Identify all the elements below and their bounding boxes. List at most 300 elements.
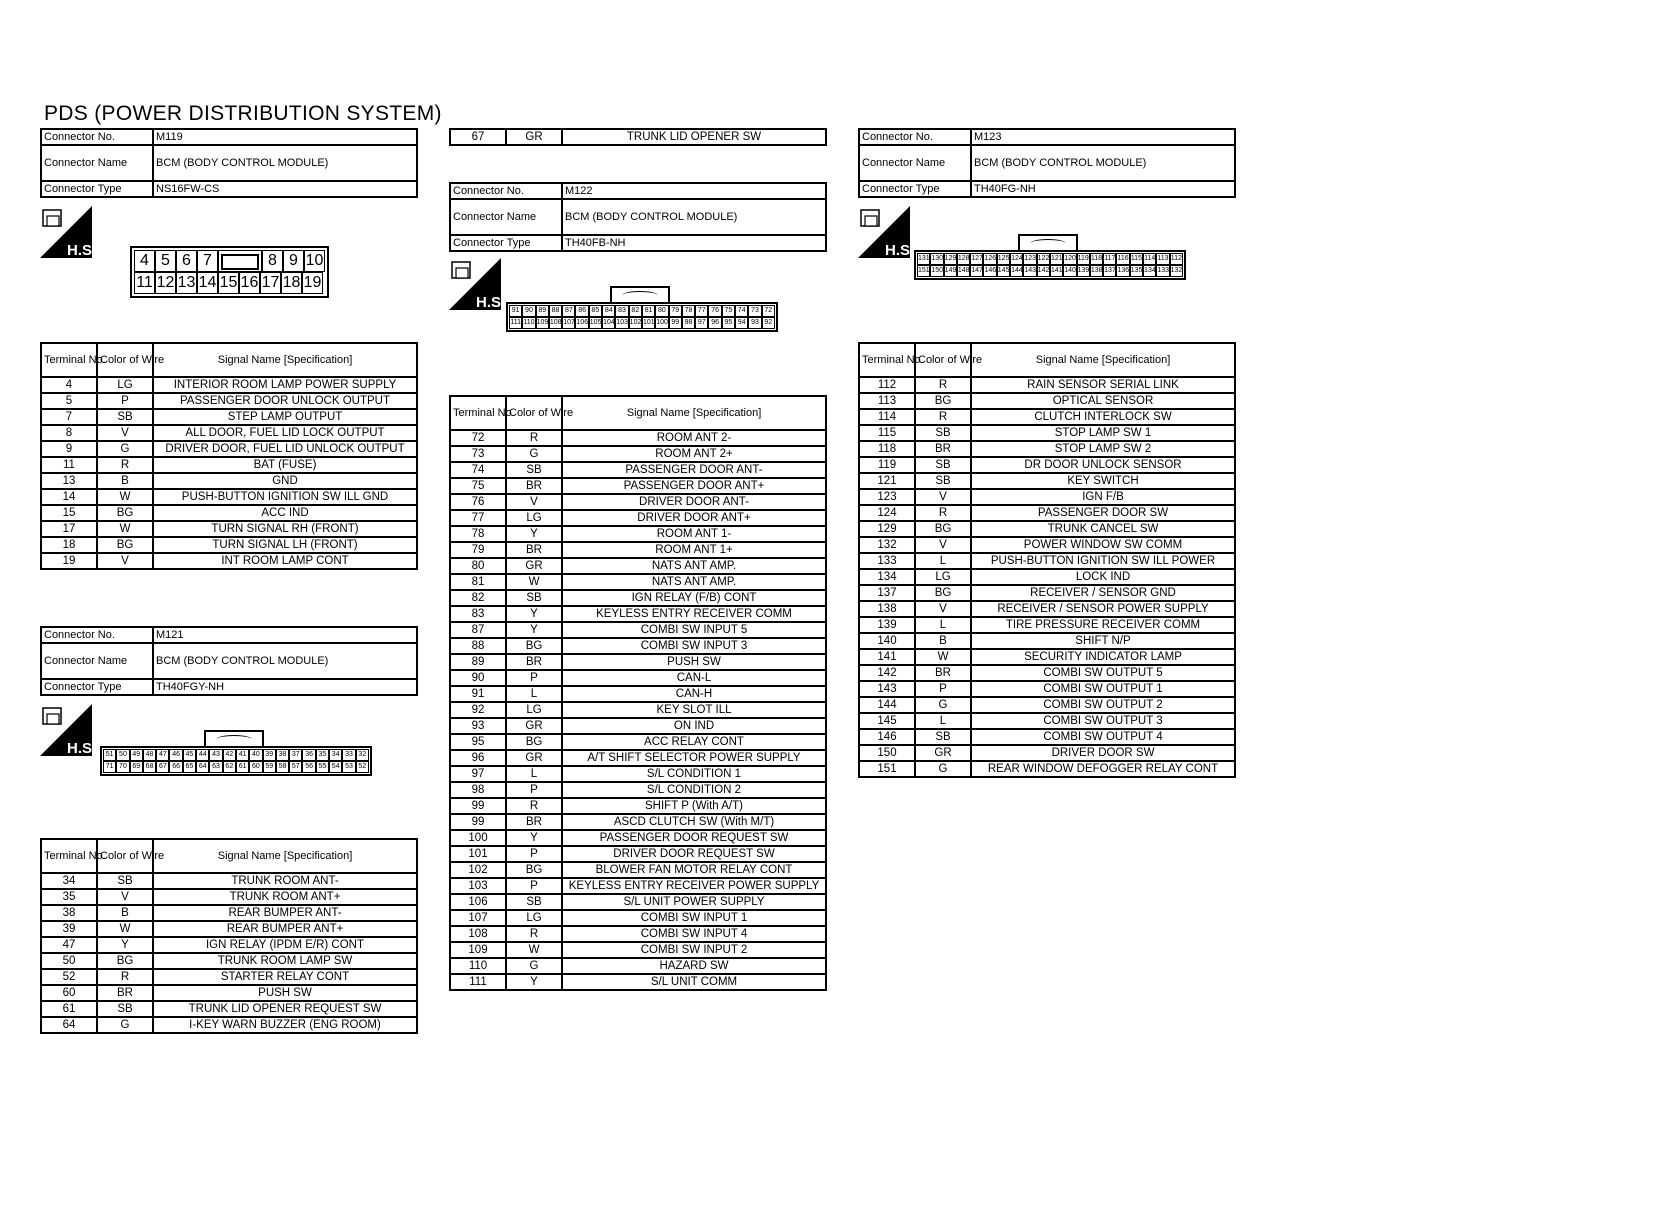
signal-name-cell: KEY SWITCH xyxy=(971,473,1235,489)
pin-cell: 100 xyxy=(655,317,668,329)
table-row xyxy=(859,409,1235,425)
table-row xyxy=(450,129,826,145)
terminal-cell: 82 xyxy=(450,590,506,606)
page-title: PDS (POWER DISTRIBUTION SYSTEM) xyxy=(44,102,442,125)
terminal-cell: 151 xyxy=(859,761,915,777)
terminal-cell: 61 xyxy=(41,1001,97,1017)
wire-color-cell: Y xyxy=(506,606,562,622)
terminal-cell: 64 xyxy=(41,1017,97,1033)
color-header: Color of Wire xyxy=(97,343,153,377)
table-row xyxy=(450,958,826,974)
wire-color-cell: L xyxy=(506,766,562,782)
signal-name-cell: COMBI SW INPUT 3 xyxy=(562,638,826,654)
table-row xyxy=(41,985,417,1001)
signal-name-cell: IGN RELAY (IPDM E/R) CONT xyxy=(153,937,417,953)
signal-name-cell: IGN RELAY (F/B) CONT xyxy=(562,590,826,606)
signal-name-cell: S/L CONDITION 1 xyxy=(562,766,826,782)
signal-name-cell: CLUTCH INTERLOCK SW xyxy=(971,409,1235,425)
terminal-cell: 107 xyxy=(450,910,506,926)
table-row xyxy=(41,953,417,969)
table-row xyxy=(41,521,417,537)
wire-color-cell: BG xyxy=(97,537,153,553)
wire-color-cell: V xyxy=(97,889,153,905)
wire-color-cell: SB xyxy=(97,409,153,425)
pin-cell: 97 xyxy=(695,317,708,329)
wire-color-cell: BR xyxy=(506,478,562,494)
signal-name-cell: STOP LAMP SW 1 xyxy=(971,425,1235,441)
signal-name-cell: S/L UNIT COMM xyxy=(562,974,826,990)
table-row xyxy=(450,846,826,862)
pin-cell: 82 xyxy=(629,305,642,317)
wire-color-cell: W xyxy=(506,574,562,590)
signal-name-cell: INTERIOR ROOM LAMP POWER SUPPLY xyxy=(153,377,417,393)
wire-color-cell: R xyxy=(915,409,971,425)
wire-color-cell: BG xyxy=(506,638,562,654)
pin-cell: 18 xyxy=(281,272,302,294)
pin-cell: 49 xyxy=(130,749,143,761)
wire-color-cell: W xyxy=(97,521,153,537)
wire-color-cell: P xyxy=(506,782,562,798)
pin-cell: 37 xyxy=(289,749,302,761)
pin-cell: 134 xyxy=(1143,265,1156,277)
signal-name-cell: COMBI SW OUTPUT 3 xyxy=(971,713,1235,729)
pin-cell: 85 xyxy=(589,305,602,317)
pin-cell: 89 xyxy=(536,305,549,317)
terminal-cell: 150 xyxy=(859,745,915,761)
pin-cell: 120 xyxy=(1063,253,1076,265)
terminal-cell: 67 xyxy=(450,129,506,145)
table-row xyxy=(859,377,1235,393)
pin-cell: 84 xyxy=(602,305,615,317)
pin-cell: 109 xyxy=(536,317,549,329)
terminal-cell: 38 xyxy=(41,905,97,921)
pin-cell: 114 xyxy=(1143,253,1156,265)
connector-type-value: TH40FGY-NH xyxy=(153,679,417,695)
signal-name-cell: DRIVER DOOR ANT- xyxy=(562,494,826,510)
wire-color-cell: V xyxy=(97,425,153,441)
table-row xyxy=(859,473,1235,489)
wire-color-cell: BG xyxy=(97,505,153,521)
wire-color-cell: BR xyxy=(915,441,971,457)
pin-row xyxy=(509,305,775,317)
table-row xyxy=(859,649,1235,665)
connector-type-label: Connector Type xyxy=(41,181,153,197)
pin-row xyxy=(917,265,1183,277)
pin-cell: 58 xyxy=(276,761,289,773)
terminal-cell: 80 xyxy=(450,558,506,574)
pin-cell: 17 xyxy=(260,272,281,294)
signal-name-cell: ROOM ANT 2- xyxy=(562,430,826,446)
signal-name-cell: IGN F/B xyxy=(971,489,1235,505)
terminal-cell: 50 xyxy=(41,953,97,969)
pin-cell: 144 xyxy=(1010,265,1023,277)
pin-cell: 52 xyxy=(356,761,369,773)
wire-color-cell: LG xyxy=(915,569,971,585)
terminal-cell: 115 xyxy=(859,425,915,441)
signal-name-cell: TRUNK ROOM ANT- xyxy=(153,873,417,889)
connector-type-value: TH40FG-NH xyxy=(971,181,1235,197)
wire-color-cell: SB xyxy=(506,590,562,606)
wire-color-cell: R xyxy=(506,798,562,814)
signal-name-cell: ON IND xyxy=(562,718,826,734)
table-row xyxy=(859,681,1235,697)
signal-name-cell: SHIFT P (With A/T) xyxy=(562,798,826,814)
table-row xyxy=(859,617,1235,633)
wire-color-cell: V xyxy=(915,537,971,553)
terminal-cell: 90 xyxy=(450,670,506,686)
pin-cell: 39 xyxy=(263,749,276,761)
terminal-cell: 14 xyxy=(41,489,97,505)
pin-cell: 136 xyxy=(1116,265,1129,277)
table-row xyxy=(859,761,1235,777)
signal-name-cell: STOP LAMP SW 2 xyxy=(971,441,1235,457)
signal-name-cell: STARTER RELAY CONT xyxy=(153,969,417,985)
pin-cell: 53 xyxy=(342,761,355,773)
signal-name-cell: DR DOOR UNLOCK SENSOR xyxy=(971,457,1235,473)
terminal-cell: 144 xyxy=(859,697,915,713)
terminal-cell: 146 xyxy=(859,729,915,745)
terminal-cell: 112 xyxy=(859,377,915,393)
signal-name-cell: HAZARD SW xyxy=(562,958,826,974)
terminal-cell: 9 xyxy=(41,441,97,457)
table-row xyxy=(450,974,826,990)
wire-color-cell: P xyxy=(506,878,562,894)
pin-table-m123 xyxy=(858,342,1236,778)
pin-cell: 9 xyxy=(283,250,304,272)
signal-name-cell: COMBI SW INPUT 4 xyxy=(562,926,826,942)
terminal-cell: 74 xyxy=(450,462,506,478)
terminal-cell: 19 xyxy=(41,553,97,569)
table-row xyxy=(450,702,826,718)
signal-header: Signal Name [Specification] xyxy=(971,343,1235,377)
connector-lock-tab xyxy=(204,730,264,746)
connector-type-value: NS16FW-CS xyxy=(153,181,417,197)
wire-color-cell: LG xyxy=(97,377,153,393)
terminal-cell: 47 xyxy=(41,937,97,953)
pin-table-m121 xyxy=(40,838,418,1034)
pin-cell: 55 xyxy=(316,761,329,773)
pin-cell: 34 xyxy=(329,749,342,761)
wire-color-cell: V xyxy=(915,489,971,505)
wire-color-cell: P xyxy=(506,670,562,686)
pin-cell: 76 xyxy=(708,305,721,317)
pin-cell: 70 xyxy=(116,761,129,773)
signal-name-cell: ACC RELAY CONT xyxy=(562,734,826,750)
table-row xyxy=(859,505,1235,521)
connector-face-m121 xyxy=(100,746,372,776)
signal-name-cell: COMBI SW OUTPUT 5 xyxy=(971,665,1235,681)
pin-table-m119 xyxy=(40,342,418,570)
pin-cell: 43 xyxy=(209,749,222,761)
pin-cell: 104 xyxy=(602,317,615,329)
table-row xyxy=(859,633,1235,649)
terminal-cell: 142 xyxy=(859,665,915,681)
table-row xyxy=(41,489,417,505)
pin-cell: 139 xyxy=(1077,265,1090,277)
connector-lock-tab xyxy=(610,286,670,302)
pin-cell: 41 xyxy=(236,749,249,761)
pin-cell: 10 xyxy=(304,250,325,272)
terminal-cell: 15 xyxy=(41,505,97,521)
signal-header: Signal Name [Specification] xyxy=(562,396,826,430)
terminal-cell: 118 xyxy=(859,441,915,457)
terminal-cell: 97 xyxy=(450,766,506,782)
pin-cell: 92 xyxy=(762,317,775,329)
signal-name-cell: DRIVER DOOR, FUEL LID UNLOCK OUTPUT xyxy=(153,441,417,457)
pin-cell: 130 xyxy=(930,253,943,265)
terminal-cell: 88 xyxy=(450,638,506,654)
table-row xyxy=(450,750,826,766)
table-row xyxy=(450,478,826,494)
terminal-cell: 134 xyxy=(859,569,915,585)
pin-cell: 118 xyxy=(1090,253,1103,265)
signal-name-cell: ROOM ANT 1- xyxy=(562,526,826,542)
table-row xyxy=(450,654,826,670)
pin-table-m121-continued xyxy=(449,128,827,146)
terminal-cell: 76 xyxy=(450,494,506,510)
pin-cell: 74 xyxy=(735,305,748,317)
terminal-cell: 102 xyxy=(450,862,506,878)
signal-name-cell: INT ROOM LAMP CONT xyxy=(153,553,417,569)
wire-color-cell: L xyxy=(506,686,562,702)
pin-cell: 126 xyxy=(983,253,996,265)
signal-name-cell: COMBI SW INPUT 1 xyxy=(562,910,826,926)
signal-name-cell: CAN-H xyxy=(562,686,826,702)
terminal-cell: 139 xyxy=(859,617,915,633)
signal-name-cell: TRUNK LID OPENER SW xyxy=(562,129,826,145)
signal-header: Signal Name [Specification] xyxy=(153,343,417,377)
terminal-cell: 35 xyxy=(41,889,97,905)
pin-cell: 101 xyxy=(642,317,655,329)
signal-name-cell: POWER WINDOW SW COMM xyxy=(971,537,1235,553)
table-row xyxy=(41,553,417,569)
signal-name-cell: DRIVER DOOR SW xyxy=(971,745,1235,761)
signal-name-cell: TURN SIGNAL LH (FRONT) xyxy=(153,537,417,553)
wire-color-cell: LG xyxy=(506,702,562,718)
signal-name-cell: COMBI SW INPUT 2 xyxy=(562,942,826,958)
table-row xyxy=(41,505,417,521)
wire-color-cell: P xyxy=(915,681,971,697)
signal-name-cell: LOCK IND xyxy=(971,569,1235,585)
signal-name-cell: TRUNK ROOM ANT+ xyxy=(153,889,417,905)
table-row xyxy=(450,606,826,622)
pin-cell: 32 xyxy=(356,749,369,761)
hs-symbol-m123 xyxy=(858,206,915,259)
wire-color-cell: R xyxy=(506,430,562,446)
connector-lock-tab xyxy=(1018,234,1078,250)
signal-name-cell: ROOM ANT 2+ xyxy=(562,446,826,462)
pin-cell: 71 xyxy=(103,761,116,773)
terminal-cell: 11 xyxy=(41,457,97,473)
hs-label: H.S. xyxy=(476,294,506,311)
pin-cell: 149 xyxy=(944,265,957,277)
wire-color-cell: Y xyxy=(97,937,153,953)
terminal-cell: 13 xyxy=(41,473,97,489)
pin-cell: 110 xyxy=(522,317,535,329)
connector-no-label: Connector No. xyxy=(859,129,971,145)
pin-cell: 79 xyxy=(669,305,682,317)
connector-lock-tab xyxy=(218,250,262,272)
terminal-cell: 7 xyxy=(41,409,97,425)
wire-color-cell: R xyxy=(97,457,153,473)
table-row xyxy=(450,542,826,558)
terminal-cell: 109 xyxy=(450,942,506,958)
terminal-cell: 78 xyxy=(450,526,506,542)
pin-cell: 69 xyxy=(130,761,143,773)
pin-cell: 148 xyxy=(957,265,970,277)
terminal-cell: 103 xyxy=(450,878,506,894)
connector-no-value: M121 xyxy=(153,627,417,643)
connector-type-label: Connector Type xyxy=(41,679,153,695)
table-row xyxy=(450,526,826,542)
connector-m122-info xyxy=(449,182,827,252)
pin-cell: 65 xyxy=(183,761,196,773)
pin-cell: 146 xyxy=(983,265,996,277)
pin-cell: 35 xyxy=(316,749,329,761)
table-row xyxy=(859,489,1235,505)
connector-name-label: Connector Name xyxy=(41,643,153,679)
terminal-cell: 140 xyxy=(859,633,915,649)
signal-name-cell: KEY SLOT ILL xyxy=(562,702,826,718)
connector-type-value: TH40FB-NH xyxy=(562,235,826,251)
terminal-cell: 98 xyxy=(450,782,506,798)
pin-cell: 111 xyxy=(509,317,522,329)
connector-face-m119 xyxy=(130,246,329,298)
pin-cell: 129 xyxy=(944,253,957,265)
pin-cell: 112 xyxy=(1170,253,1183,265)
color-header: Color of Wire xyxy=(97,839,153,873)
table-row xyxy=(41,473,417,489)
wire-color-cell: B xyxy=(915,633,971,649)
wire-color-cell: GR xyxy=(506,129,562,145)
pin-cell: 57 xyxy=(289,761,302,773)
pin-cell: 83 xyxy=(615,305,628,317)
table-row xyxy=(41,873,417,889)
pin-cell: 151 xyxy=(917,265,930,277)
color-header: Color of Wire xyxy=(506,396,562,430)
table-row xyxy=(450,942,826,958)
wire-color-cell: Y xyxy=(506,974,562,990)
table-row xyxy=(859,697,1235,713)
connector-no-label: Connector No. xyxy=(41,129,153,145)
signal-name-cell: TRUNK ROOM LAMP SW xyxy=(153,953,417,969)
table-row xyxy=(450,894,826,910)
pin-cell: 66 xyxy=(169,761,182,773)
pin-row xyxy=(103,749,369,761)
table-row xyxy=(450,878,826,894)
terminal-cell: 73 xyxy=(450,446,506,462)
table-row xyxy=(450,766,826,782)
terminal-cell: 133 xyxy=(859,553,915,569)
signal-name-cell: REAR BUMPER ANT+ xyxy=(153,921,417,937)
table-row xyxy=(41,457,417,473)
pin-cell: 143 xyxy=(1023,265,1036,277)
wire-color-cell: GR xyxy=(915,745,971,761)
table-row xyxy=(450,462,826,478)
pin-cell: 46 xyxy=(169,749,182,761)
wire-color-cell: BG xyxy=(915,521,971,537)
pin-cell: 59 xyxy=(263,761,276,773)
terminal-cell: 113 xyxy=(859,393,915,409)
connector-face-m122 xyxy=(506,302,778,332)
table-row xyxy=(450,782,826,798)
signal-header: Signal Name [Specification] xyxy=(153,839,417,873)
wire-color-cell: GR xyxy=(506,558,562,574)
signal-name-cell: COMBI SW OUTPUT 2 xyxy=(971,697,1235,713)
pin-cell: 122 xyxy=(1037,253,1050,265)
pin-cell: 8 xyxy=(262,250,283,272)
wire-color-cell: BG xyxy=(506,862,562,878)
table-row xyxy=(450,670,826,686)
terminal-cell: 114 xyxy=(859,409,915,425)
signal-name-cell: REAR WINDOW DEFOGGER RELAY CONT xyxy=(971,761,1235,777)
terminal-cell: 87 xyxy=(450,622,506,638)
pin-cell: 115 xyxy=(1130,253,1143,265)
wire-color-cell: L xyxy=(915,713,971,729)
signal-name-cell: PUSH SW xyxy=(153,985,417,1001)
wire-color-cell: SB xyxy=(506,462,562,478)
connector-name-value: BCM (BODY CONTROL MODULE) xyxy=(562,199,826,235)
signal-name-cell: DRIVER DOOR REQUEST SW xyxy=(562,846,826,862)
signal-name-cell: PUSH-BUTTON IGNITION SW ILL GND xyxy=(153,489,417,505)
table-row xyxy=(859,585,1235,601)
signal-name-cell: SHIFT N/P xyxy=(971,633,1235,649)
terminal-cell: 96 xyxy=(450,750,506,766)
wire-color-cell: BR xyxy=(506,654,562,670)
terminal-cell: 110 xyxy=(450,958,506,974)
terminal-cell: 91 xyxy=(450,686,506,702)
pin-cell: 106 xyxy=(575,317,588,329)
pin-cell: 87 xyxy=(562,305,575,317)
terminal-cell: 145 xyxy=(859,713,915,729)
wire-color-cell: BR xyxy=(97,985,153,1001)
pin-cell: 99 xyxy=(669,317,682,329)
terminal-cell: 137 xyxy=(859,585,915,601)
pin-cell: 128 xyxy=(957,253,970,265)
terminal-cell: 39 xyxy=(41,921,97,937)
terminal-cell: 60 xyxy=(41,985,97,1001)
connector-no-value: M119 xyxy=(153,129,417,145)
terminal-cell: 79 xyxy=(450,542,506,558)
pin-cell: 81 xyxy=(642,305,655,317)
table-row xyxy=(450,590,826,606)
wire-color-cell: BG xyxy=(506,734,562,750)
connector-type-label: Connector Type xyxy=(859,181,971,197)
pin-cell: 123 xyxy=(1023,253,1036,265)
signal-name-cell: PASSENGER DOOR REQUEST SW xyxy=(562,830,826,846)
pin-cell: 131 xyxy=(917,253,930,265)
table-row xyxy=(859,729,1235,745)
signal-name-cell: DRIVER DOOR ANT+ xyxy=(562,510,826,526)
signal-name-cell: NATS ANT AMP. xyxy=(562,574,826,590)
signal-name-cell: BLOWER FAN MOTOR RELAY CONT xyxy=(562,862,826,878)
wire-color-cell: W xyxy=(915,649,971,665)
table-row xyxy=(450,622,826,638)
pin-cell: 96 xyxy=(708,317,721,329)
signal-name-cell: PASSENGER DOOR UNLOCK OUTPUT xyxy=(153,393,417,409)
table-row xyxy=(859,713,1235,729)
wire-color-cell: BR xyxy=(915,665,971,681)
pin-cell: 54 xyxy=(329,761,342,773)
table-row xyxy=(450,494,826,510)
signal-name-cell: CAN-L xyxy=(562,670,826,686)
table-row xyxy=(41,393,417,409)
terminal-cell: 129 xyxy=(859,521,915,537)
signal-name-cell: TIRE PRESSURE RECEIVER COMM xyxy=(971,617,1235,633)
wire-color-cell: W xyxy=(506,942,562,958)
signal-name-cell: A/T SHIFT SELECTOR POWER SUPPLY xyxy=(562,750,826,766)
wire-color-cell: B xyxy=(97,473,153,489)
